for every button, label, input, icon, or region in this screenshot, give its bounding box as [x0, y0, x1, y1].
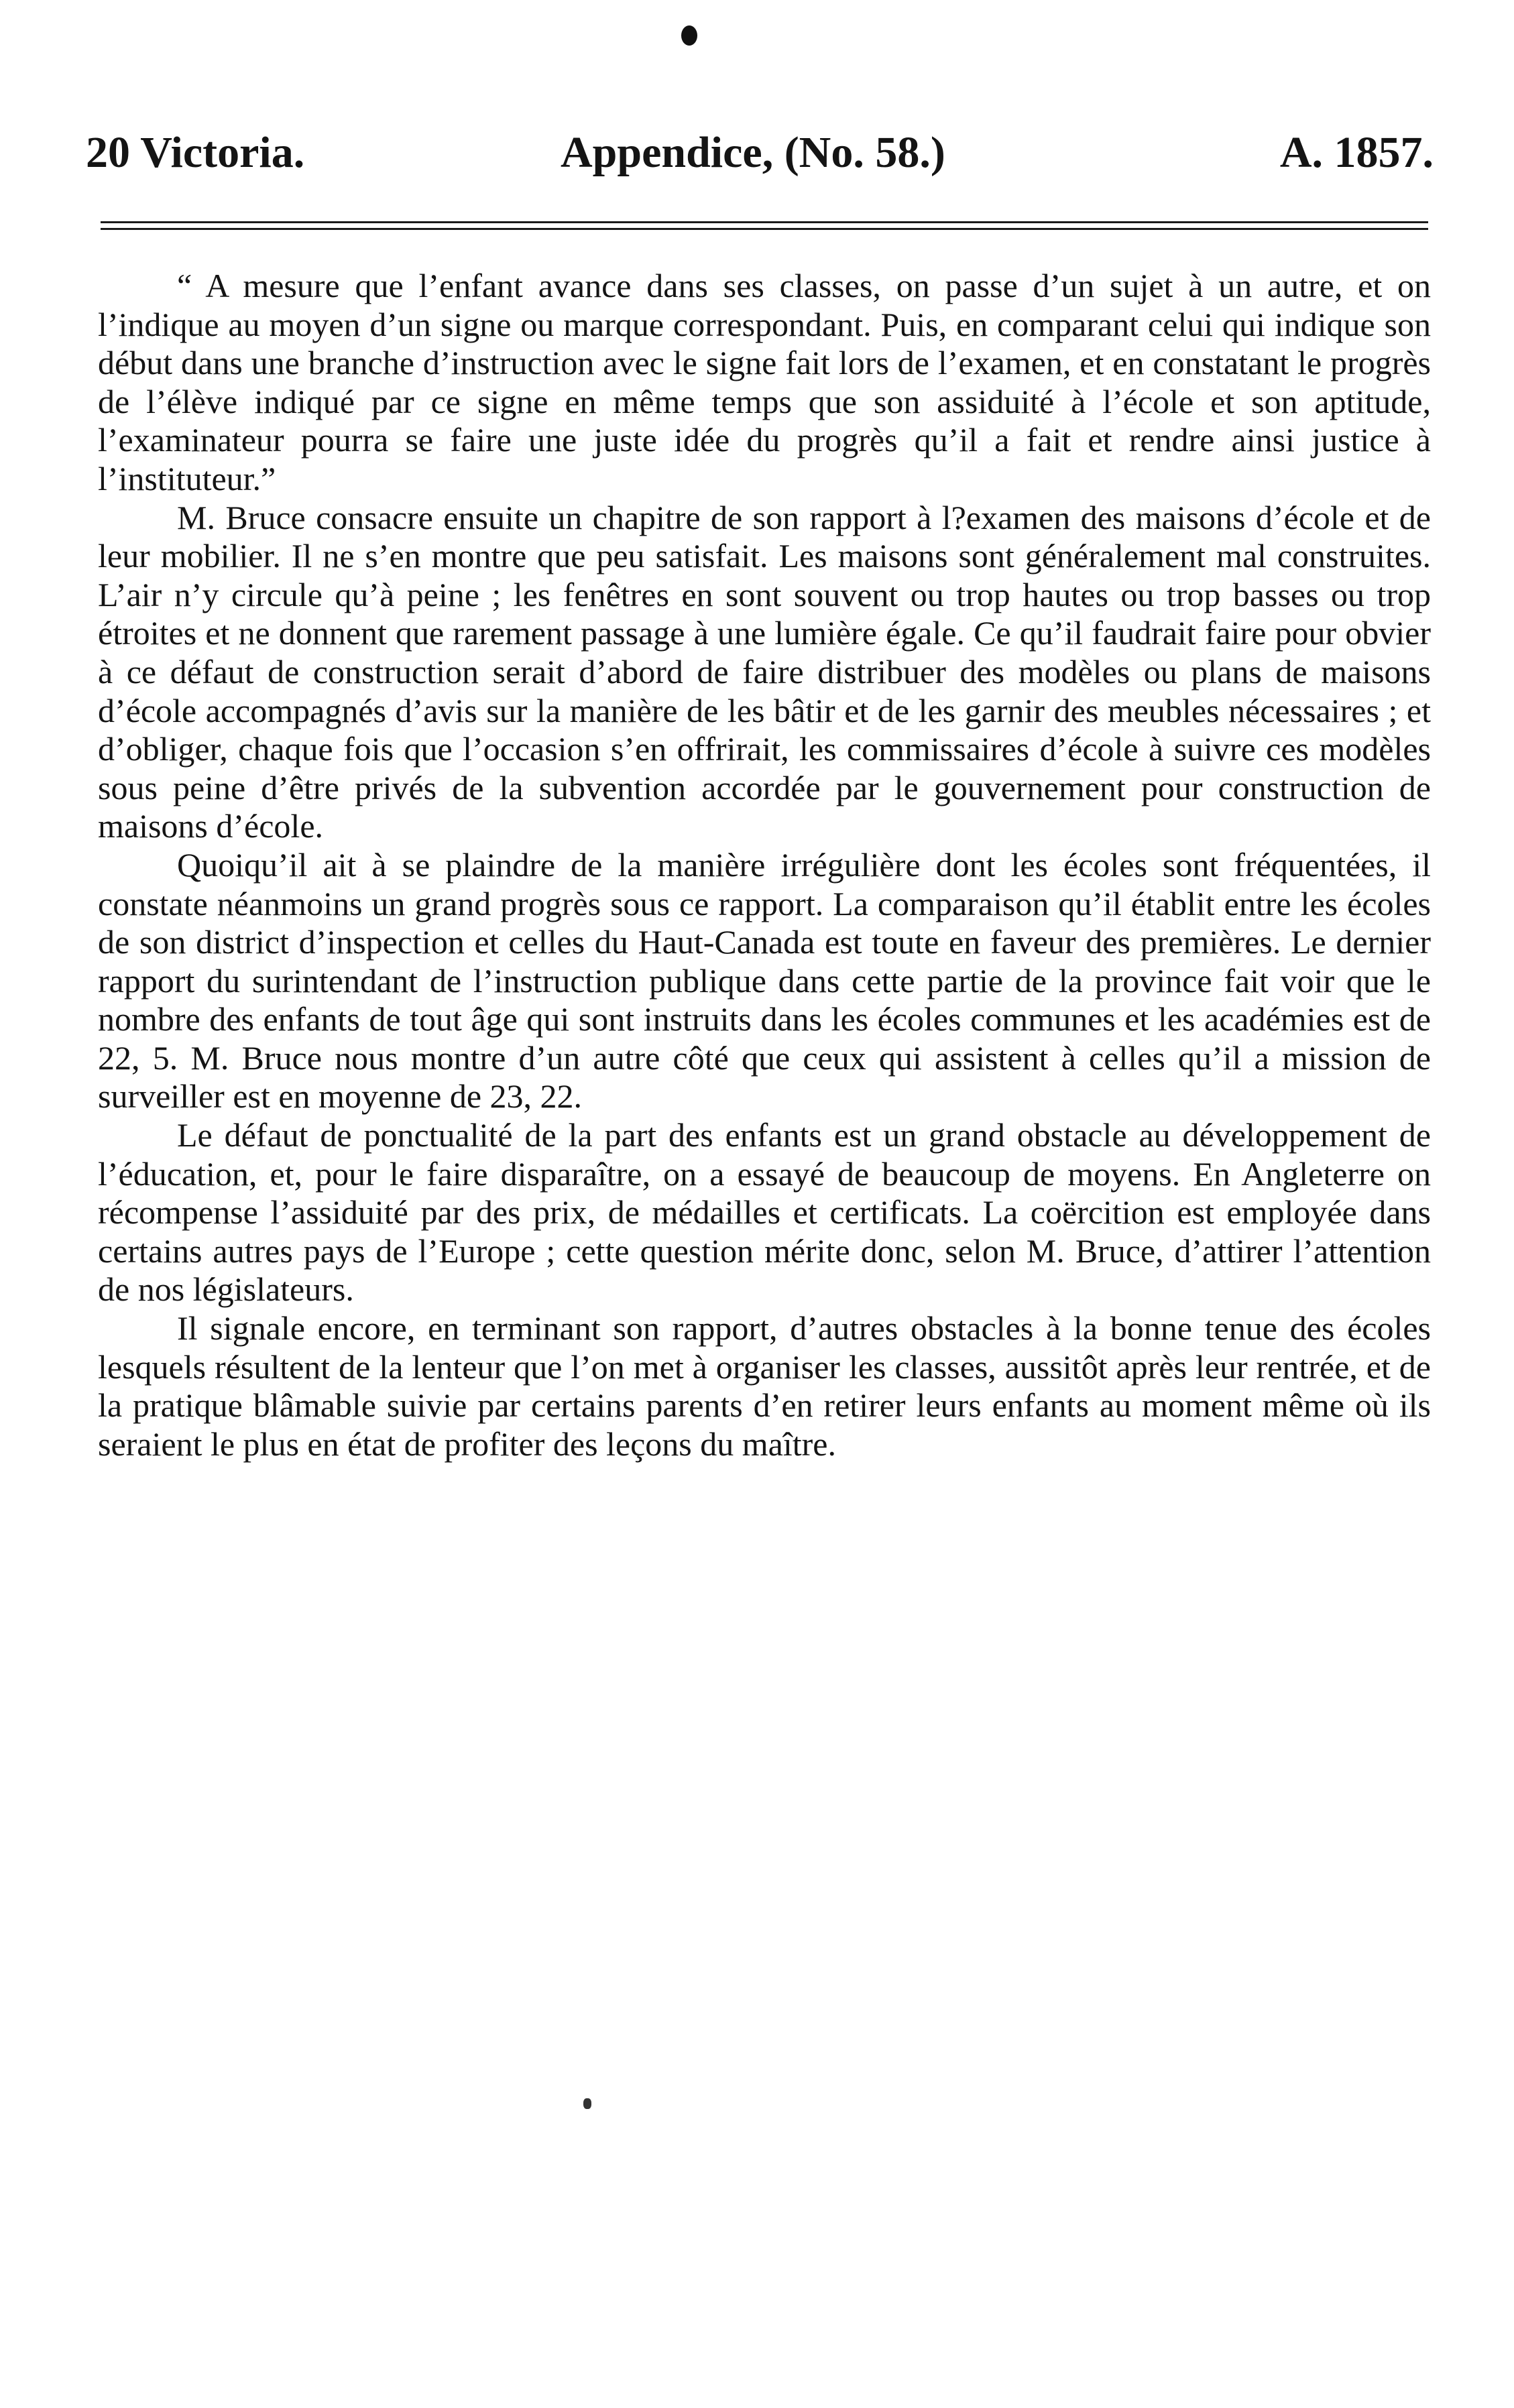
header-rule-top	[101, 221, 1428, 223]
paragraph-attendance: Quoiqu’il ait à se plaindre de la manière irrégulière dont les écoles sont fréquentées, il constate néanmoins un grand progrès sous ce rapport. La comparaison qu’il établit entre les écoles de son district d’inspection et celles du Haut-Canada est toute en faveur des premières. Le dernier rapport du surintendant de l’instruction publique dans cette partie de la province fait voir que le nombre des enfants de tout âge qui sont instruits dans les écoles communes et les académies est de 22, 5. M. Bruce nous montre d’un autre côté que ceux qui assistent à celles qu’il a mission de surveiller est en moyenne de 23, 22.	[98, 845, 1431, 1116]
paragraph-obstacles: Il signale encore, en terminant son rapport, d’autres obstacles à la bonne tenue des écoles lesquels résultent de la lenteur que l’on met à organiser les classes, aussitôt après leur rentrée, et de la pratique blâmable suivie par certains parents d’en retirer leurs enfants au moment même où ils seraient le plus en état de profiter des leçons du maître.	[98, 1309, 1431, 1463]
header-session: 20 Victoria.	[86, 128, 305, 177]
running-header	[86, 119, 1434, 186]
paragraph-quote: “ A mesure que l’enfant avance dans ses classes, on passe d’un sujet à un autre, et on l’indique au moyen d’un signe ou marque correspondant. Puis, en comparant celui qui indique son début dans une branche d’instruction avec le signe fait lors de l’examen, et en constatant le progrès de l’élève indiqué par ce signe en même temps que son assiduité à l’école et son aptitude, l’examinateur pourra se faire une juste idée du progrès qu’il a fait et rendre ainsi justice à l’instituteur.”	[98, 267, 1431, 497]
header-appendix: Appendice, (No. 58.)	[561, 128, 945, 177]
paragraph-punctuality: Le défaut de ponctualité de la part des enfants est un grand obstacle au développement de l’éducation, et, pour le faire disparaître, on a essayé de beaucoup de moyens. En Angleterre on récompense l’assiduité par des prix, de médailles et certificats. La coërcition est employée dans certains autres pays de l’Europe ; cette question mérite donc, selon M. Bruce, d’attirer l’attention de nos législateurs.	[98, 1116, 1431, 1309]
body-text	[98, 267, 1431, 1463]
paragraph-school-houses: M. Bruce consacre ensuite un chapitre de son rapport à l?examen des maisons d’école et de leur mobilier. Il ne s’en montre que peu satisfait. Les maisons sont généralement mal construites. L’air n’y circule qu’à peine ; les fenêtres en sont souvent ou trop hautes ou trop basses ou trop étroites et ne donnent que rarement passage à une lumière égale. Ce qu’il faudrait faire pour obvier à ce défaut de construction serait d’abord de faire distribuer des modèles ou plans de maisons d’école accompagnés d’avis sur la manière de les bâtir et de les garnir des meubles nécessaires ; et d’obliger, chaque fois que l’occasion s’en offrirait, les commissaires d’école à suivre ces modèles sous peine d’être privés de la subvention accordée par le gouvernement pour construction de maisons d’école.	[98, 498, 1431, 845]
header-year: A. 1857.	[1279, 128, 1434, 177]
header-rule-bottom	[101, 228, 1428, 230]
ink-speck-mark	[583, 2098, 591, 2109]
ink-dot-mark	[681, 25, 697, 46]
